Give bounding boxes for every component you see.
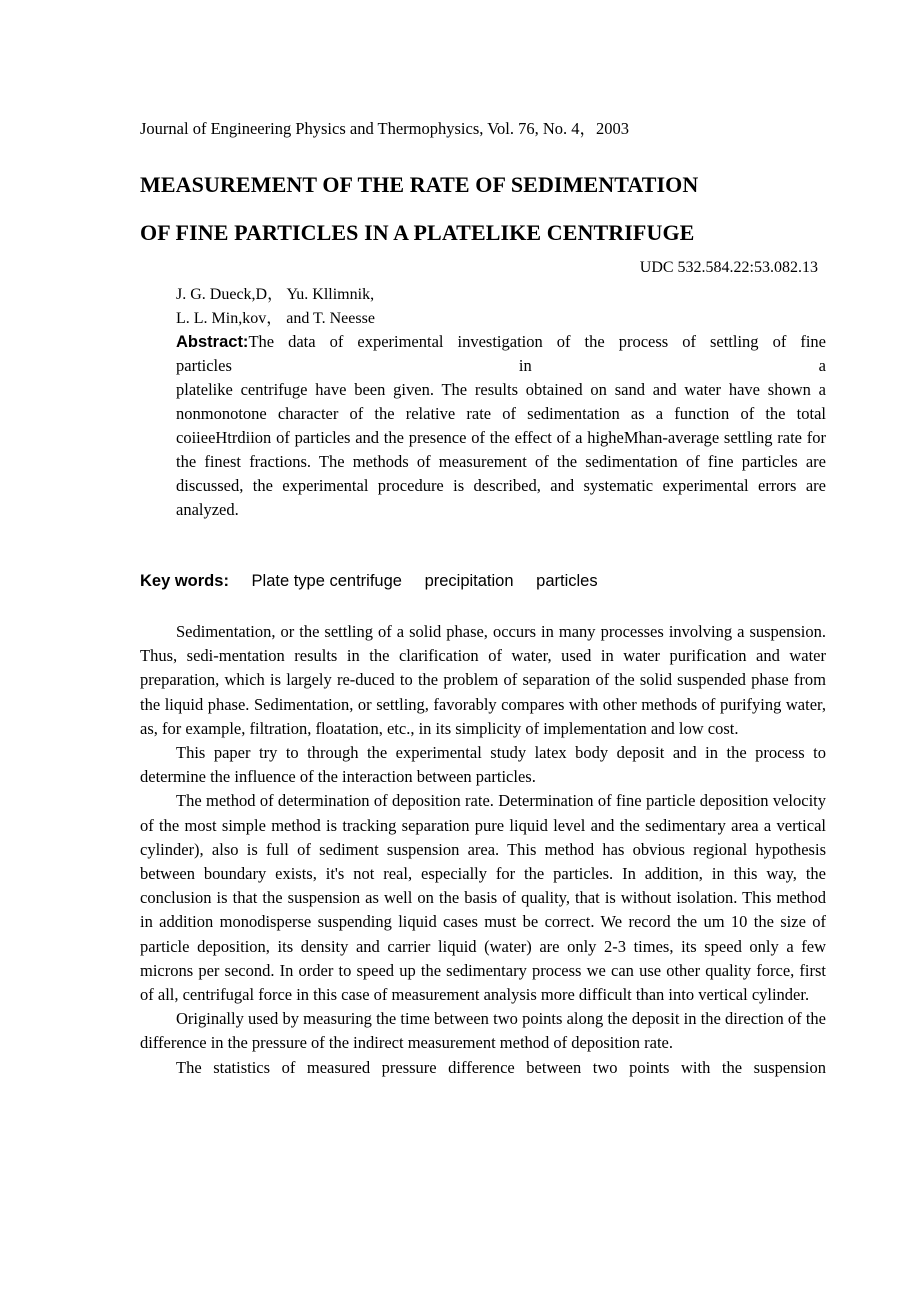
abstract-label: Abstract:	[176, 333, 249, 351]
journal-citation: Journal of Engineering Physics and Thermophysics, Vol. 76, No. 4，2003	[140, 119, 630, 138]
body-paragraph: The statistics of measured pressure difference between two points with the suspension	[176, 1057, 826, 1077]
abstract-first-line	[176, 330, 826, 354]
abstract	[176, 330, 826, 522]
author-list	[176, 283, 375, 331]
author-line-1: J. G. Dueck,D， Yu. Kllimnik,	[176, 286, 375, 303]
keywords-label: Key words:	[140, 572, 229, 590]
body-paragraph: This paper try to through the experimental study latex body deposit and in the process to determine the influence of the interaction between particles.	[140, 743, 826, 787]
body-paragraph: Sedimentation, or the settling of a solid phase, occurs in many processes involving a suspension. Thus, sedi-mentation results in the clarification of water, used in water purification and water preparation, which is largely re-duced to the problem of separation of the solid suspended phase from the liquid phase. Sedimentation, or settling, favorably compares with other methods of purifying water, as, for example, filtration, floatation, etc., in its simplicity of implementation and low cost.	[140, 622, 826, 738]
paper-title-line-1: MEASUREMENT OF THE RATE OF SEDIMENTATION	[140, 172, 699, 197]
author-line-2: L. L. Min,kov， and T. Neesse	[176, 310, 375, 327]
body-paragraph: The method of determination of deposition rate. Determination of fine particle deposition velocity of the most simple method is tracking separation pure liquid level and the sedimentary area a vertical cylinder), also is full of sediment suspension area. This method has obvious regional hypothesis between boundary exists, it's not real, especially for the particles. In addition, in this way, the conclusion is that the suspension as well on the basis of quality, that is without isolation. This method in addition monodisperse suspending liquid cases must be correct. We record the um 10 the size of particle deposition, its density and carrier liquid (water) are only 2-3 times, its speed only a few microns per second. In order to speed up the sedimentary process we can use other quality force, first of all, centrifugal force in this case of measurement analysis more difficult than into vertical cylinder.	[140, 791, 826, 1005]
abstract-second-line: particles in a	[176, 356, 826, 375]
body-paragraph: Originally used by measuring the time between two points along the deposit in the direction of the difference in the pressure of the indirect measurement method of deposition rate.	[140, 1009, 826, 1053]
keyword-item: particles	[536, 572, 598, 590]
body-text	[140, 620, 826, 1080]
abstract-first-text: The data of experimental investigation of the process of settling of fine	[248, 332, 826, 351]
keyword-item: precipitation	[424, 572, 514, 590]
udc-code: UDC 532.584.22:53.082.13	[639, 259, 818, 276]
paper-title-line-2: OF FINE PARTICLES IN A PLATELIKE CENTRIFUGE	[140, 220, 695, 245]
keywords	[140, 572, 598, 591]
keyword-item: Plate type centrifuge	[251, 572, 402, 590]
abstract-body: platelike centrifuge have been given. The results obtained on sand and water have shown a nonmonotone character of the relative rate of sedimentation as a function of the total coiieeHtrdiion of particles and the presence of the effect of a higheMhan-average settling rate for the finest fractions. The methods of measurement of the sedimentation of fine particles are discussed, the experimental procedure is described, and systematic experimental errors are analyzed.	[176, 380, 826, 519]
